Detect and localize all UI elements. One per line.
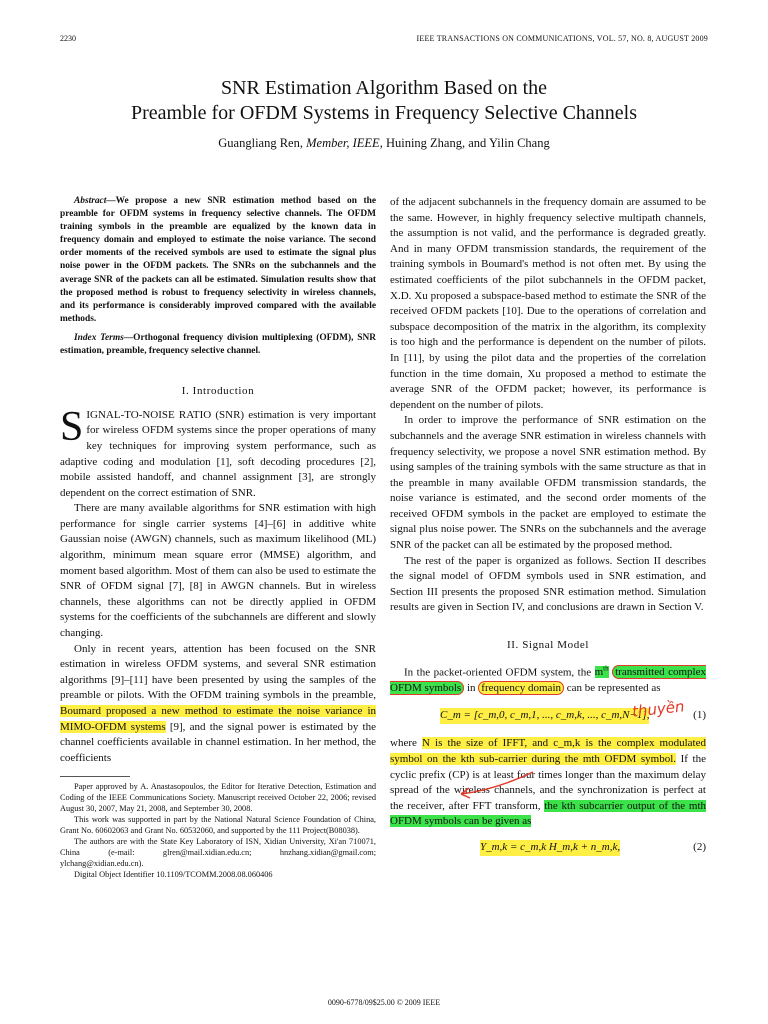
abstract-label: Abstract <box>74 196 107 206</box>
footnote-2: This work was supported in part by the National Natural Science Foundation of China, Grant No. 60602063 and Grant No. 60532060, and supported by the 111 Project(B08038). <box>60 815 376 836</box>
drop-cap: S <box>60 403 84 450</box>
equation-2 <box>390 836 706 862</box>
title-line-1: SNR Estimation Algorithm Based on the <box>220 77 548 99</box>
right-paragraph-3: The rest of the paper is organized as follows. Section II describes the signal model of OFDM symbols used in SNR estimation, and Section III presents the proposed SNR estimation method. Simulation results are given in Section IV, and conclusions are drawn in Section V. <box>390 554 706 614</box>
footnote-3: The authors are with the State Key Laboratory of ISN, Xidian University, Xi'an 710071, China (e-mail: glren@mail.xidian.edu.cn; hnzhang.xidian@gmail.com; ylchang@xidian.edu.cn). <box>60 837 376 869</box>
abstract <box>60 195 376 326</box>
equation-1-body: C_m = [c_m,0, c_m,1, ..., c_m,k, ..., c_m,N−1], <box>440 708 649 724</box>
highlight-frequency-domain: frequency domain <box>478 681 564 695</box>
author-1-role: Member, IEEE <box>306 136 380 150</box>
title-line-2: Preamble for OFDM Systems in Frequency Selective Channels <box>130 102 638 124</box>
sm-th: th <box>603 664 609 673</box>
highlight-subcarrier-output: the kth subcarrier output of the mth OFDM symbols can be given as <box>390 799 707 828</box>
right-paragraph-2: In order to improve the performance of SNR estimation on the subchannels and the average SNR estimation in wireless channels with frequency selectivity, we propose a novel SNR estimation method. By using samples of the training symbols with the same structure as that in the preamble in many available OFDM transmission standards, the noise variance is estimated, and the second order moments of the received OFDM symbols in the packet are employed to estimate the signal plus noise power. The SNRs on the subchannels and the average SNR of the packet can all be estimated by the proposed method. <box>390 414 706 552</box>
signal-model-paragraph <box>390 662 706 697</box>
intro-paragraph-1 <box>60 403 376 502</box>
other-authors: , Huining Zhang, and Yilin Chang <box>379 136 550 150</box>
abstract-text: —We propose a new SNR estimation method based on the preamble for OFDM systems in frequency selective channels. The OFDM training symbols in the preamble are equalized by the known data in frequency domain and employed to estimate the noise variance. The second order moments of the received symbols are used to estimate the signal plus noise power in the OFDM packets. The SNRs on the subchannels and the average SNR of the packets can all be estimated. Simulation results show that the proposed method is robust to frequency selectivity in wireless channels, and its performance is considerably improved compared with the available methods. <box>60 196 376 324</box>
handwritten-annotation: thuyền <box>631 697 686 721</box>
paper-title <box>0 76 768 126</box>
author-1: Guangliang Ren, <box>218 136 307 150</box>
footnote-1: Paper approved by A. Anastasopoulos, the Editor for Iterative Detection, Estimation and Coding of the IEEE Communications Society. Manuscript received October 22, 2006; revised August 30, 2007, May 21, 2008, and September 30, 2008. <box>60 782 376 814</box>
right-column <box>390 195 706 862</box>
intro-p3-start: Only in recent years, attention has been focused on the SNR estimation in wireless OFDM systems, and several SNR estimation algorithms [9]–[11] have been presented by using the samples of the preamble or pilots. With the OFDM training symbols in the preamble, <box>60 642 376 702</box>
author-line <box>0 136 768 151</box>
section-1-heading: I. Introduction <box>181 385 255 398</box>
footnote-rule <box>60 776 130 777</box>
intro-paragraph-2: There are many available algorithms for SNR estimation with high performance for single carrier systems [4]–[6] in additive white Gaussian noise (AWGN) channels, such as maximum likelihood (ML) algorithm, minimum mean square error (MMSE) algorithm, and moment based algorithm. Most of them can also be used to estimate the SNR of OFDM signal [7], [8] in AWGN channels. But in wireless channels, these algorithms can not be directly applied in OFDM systems for the coefficients of the subchannels are different and slowly changing. <box>60 502 376 640</box>
left-column <box>60 195 376 880</box>
highlight-m <box>595 666 609 678</box>
equation-1-number: (1) <box>693 709 706 722</box>
copyright-line: 0090-6778/09$25.00 © 2009 IEEE <box>327 998 441 1007</box>
sm-m: m <box>594 666 604 679</box>
index-terms <box>60 332 376 358</box>
intro-p3-end: [9], and the signal power is estimated by the channel coefficients available in channel estimation. In her method, the coefficients <box>60 720 376 764</box>
sm-text-a: In the packet-oriented OFDM system, the <box>404 666 595 679</box>
equation-2-number: (2) <box>693 841 706 854</box>
page-number: 2230 <box>60 34 76 43</box>
journal-header: IEEE TRANSACTIONS ON COMMUNICATIONS, VOL. 57, NO. 8, AUGUST 2009 <box>416 34 708 43</box>
intro-p1-text: IGNAL-TO-NOISE RATIO (SNR) estimation is very important for wireless OFDM systems since the proper operations of many key techniques for improving system performance, such as adaptive coding and modulation [1], soft decoding procedures [2], mobile assisted handoff, and channel assignment [3], are strongly dependent on the correct estimation of SNR. <box>60 408 376 499</box>
right-paragraph-1: of the adjacent subchannels in the frequency domain are assumed to be the same. However, in highly frequency selective multipath channels, the assumption is not valid, and the performance is degraded greatly. And in many OFDM transmission standards, the requirement of the training symbols in Boumard's method is not often met. By using the estimated coefficients of the pilot subchannels in the OFDM packet, X.D. Xu proposed a subspace-based method to estimate the SNR of the received OFDM packets [10]. Due to the operations of correlation and subspace decomposition of the matrix in the algorithm, its complexity is too high and the performance is dependent on the number of pilots. In [11], by using the pilot data and the properties of the correlation function in the time domain, Xu proposed a method to estimate the average SNR of the OFDM packet; however, its performance is dependent on the number of pilots. <box>390 196 706 411</box>
sm-text-b: in <box>464 681 479 694</box>
intro-paragraph-3 <box>60 642 376 767</box>
equation-2-body: Y_m,k = c_m,k H_m,k + n_m,k, <box>480 840 620 856</box>
section-2-heading: II. Signal Model <box>506 639 589 652</box>
footnote-doi: Digital Object Identifier 10.1109/TCOMM.2008.08.060406 <box>74 870 273 880</box>
sm-text-c: can be represented as <box>564 681 661 694</box>
highlight-boumard: Boumard proposed a new method to estimate the noise variance in MIMO-OFDM systems <box>60 705 376 733</box>
def-text-a: where <box>390 737 422 750</box>
definition-paragraph <box>390 736 706 830</box>
highlight-transmitted-symbols: transmitted complex OFDM symbols <box>390 666 706 694</box>
annotation-arrow <box>455 760 535 800</box>
highlight-definition: N is the size of IFFT, and c_m,k is the complex modulated symbol on the kth sub-carrier during the mth OFDM symbol. <box>390 737 706 766</box>
index-terms-label: Index Terms <box>74 332 124 343</box>
def-text-b: If the cyclic prefix (CP) is at least four times longer than the maximum delay spread of the wireless channels, and the synchronization is perfect at the receiver, after FFT transform, <box>390 753 706 812</box>
index-terms-text: —Orthogonal frequency division multiplexing (OFDM), SNR estimation, preamble, frequency selective channel. <box>60 332 377 357</box>
